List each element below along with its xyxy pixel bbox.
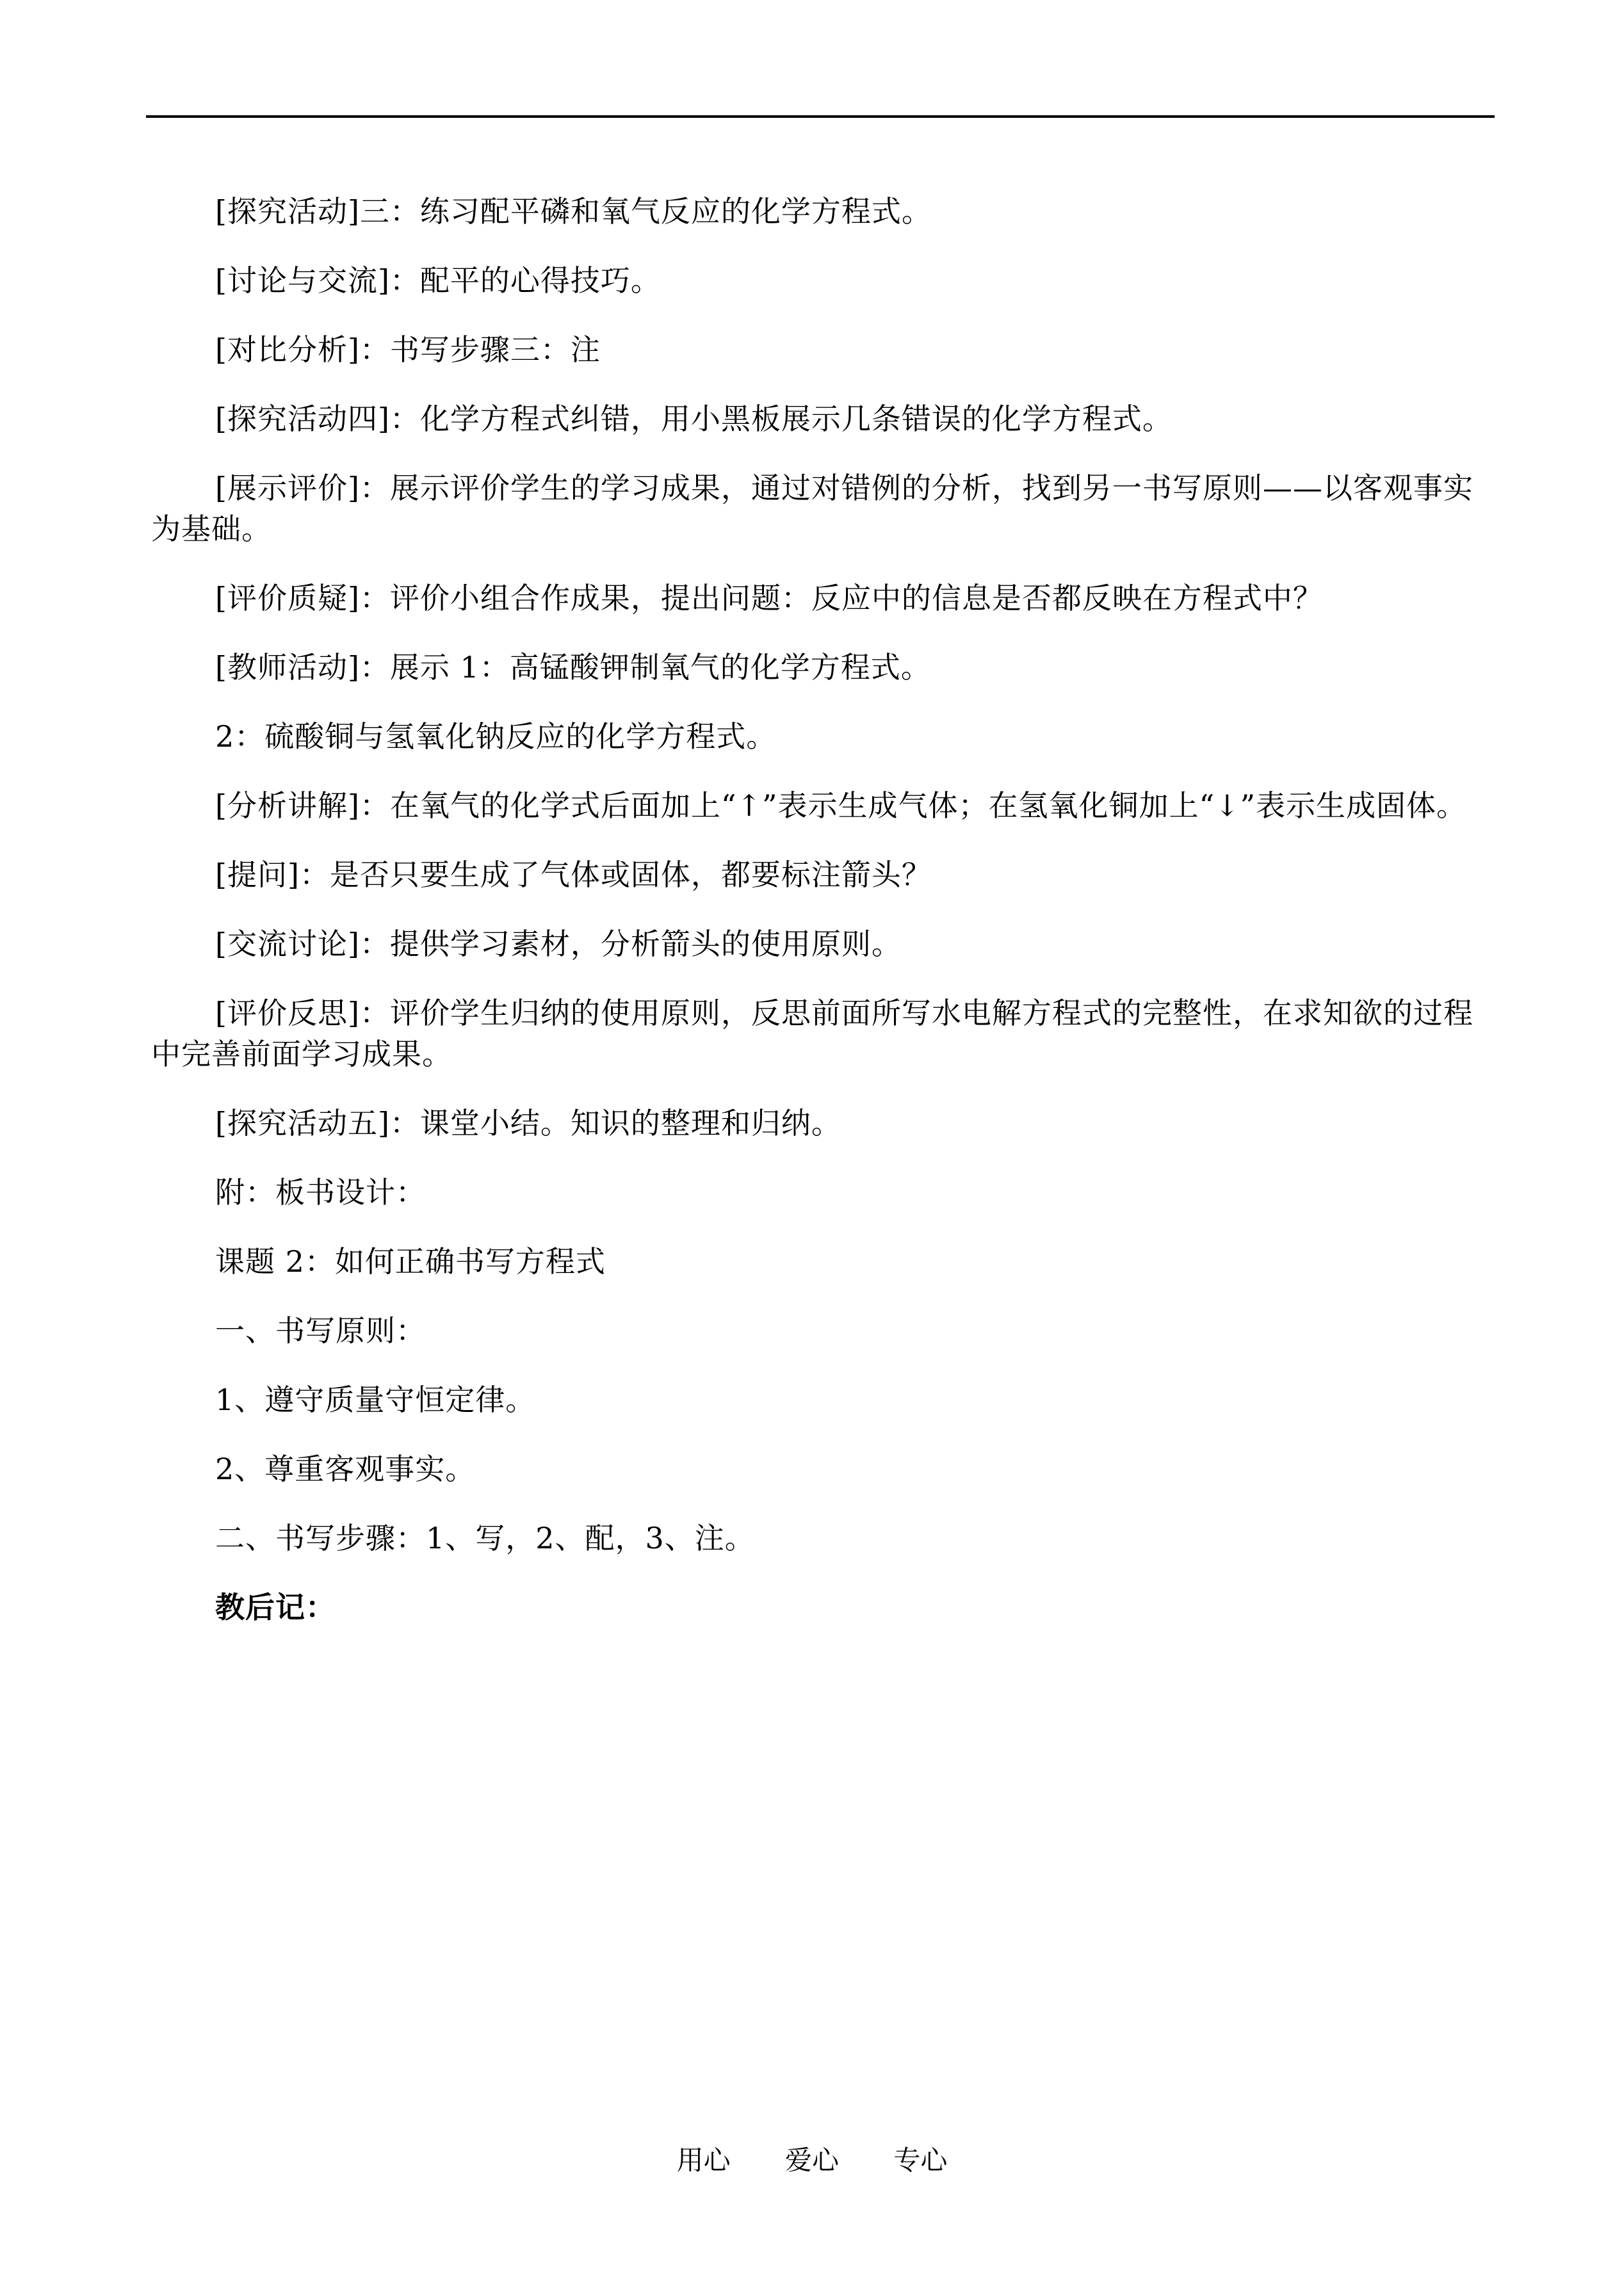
document-body [151, 191, 1490, 1656]
paragraph-principle-two: 2、尊重客观事实。 [215, 1452, 476, 1486]
paragraph-analysis: [分析讲解]：在氧气的化学式后面加上“↑”表示生成气体；在氢氧化铜加上“↓”表示生成固体。 [215, 788, 1467, 823]
paragraph-activity-four: [探究活动四]：化学方程式纠错，用小黑板展示几条错误的化学方程式。 [215, 401, 1173, 436]
footer-left-text: 用心 [676, 2145, 731, 2176]
paragraph-teacher-activity-two: 2：硫酸铜与氢氧化钠反应的化学方程式。 [215, 719, 777, 754]
paragraph-comparison: [对比分析]：书写步骤三：注 [215, 332, 601, 367]
paragraph-evaluation-question: [评价质疑]：评价小组合作成果，提出问题：反应中的信息是否都反映在方程式中？ [215, 581, 1323, 615]
page-footer [0, 2143, 1624, 2178]
paragraph-teacher-activity: [教师活动]：展示 1：高锰酸钾制氧气的化学方程式。 [215, 650, 931, 685]
paragraph-activity-five: [探究活动五]：课堂小结。知识的整理和归纳。 [215, 1106, 841, 1140]
paragraph-exchange: [交流讨论]：提供学习素材，分析箭头的使用原则。 [215, 927, 902, 961]
paragraph-principle-one: 1、遵守质量守恒定律。 [215, 1383, 536, 1417]
paragraph-post-lesson-notes: 教后记： [215, 1590, 336, 1625]
header-rule [146, 115, 1495, 118]
footer-right-text: 专心 [893, 2145, 948, 2176]
paragraph-board-design: 附：板书设计： [215, 1175, 426, 1210]
paragraph-steps: 二、书写步骤：1、写，2、配，3、注。 [215, 1521, 755, 1555]
footer-middle-text: 爱心 [784, 2145, 839, 2176]
paragraph-discussion: [讨论与交流]：配平的心得技巧。 [215, 263, 661, 298]
paragraph-question: [提问]：是否只要生成了气体或固体，都要标注箭头？ [215, 857, 932, 892]
paragraph-activity-three: [探究活动]三：练习配平磷和氧气反应的化学方程式。 [215, 194, 932, 229]
paragraph-show-evaluation: [展示评价]：展示评价学生的学习成果，通过对错例的分析，找到另一书写原则——以客观事实为基础。 [151, 471, 1474, 546]
paragraph-topic: 课题 2：如何正确书写方程式 [215, 1244, 606, 1279]
paragraph-principles-heading: 一、书写原则： [215, 1313, 426, 1348]
paragraph-reflection: [评价反思]：评价学生归纳的使用原则，反思前面所写水电解方程式的完整性，在求知欲的过程中完善前面学习成果。 [151, 996, 1474, 1071]
